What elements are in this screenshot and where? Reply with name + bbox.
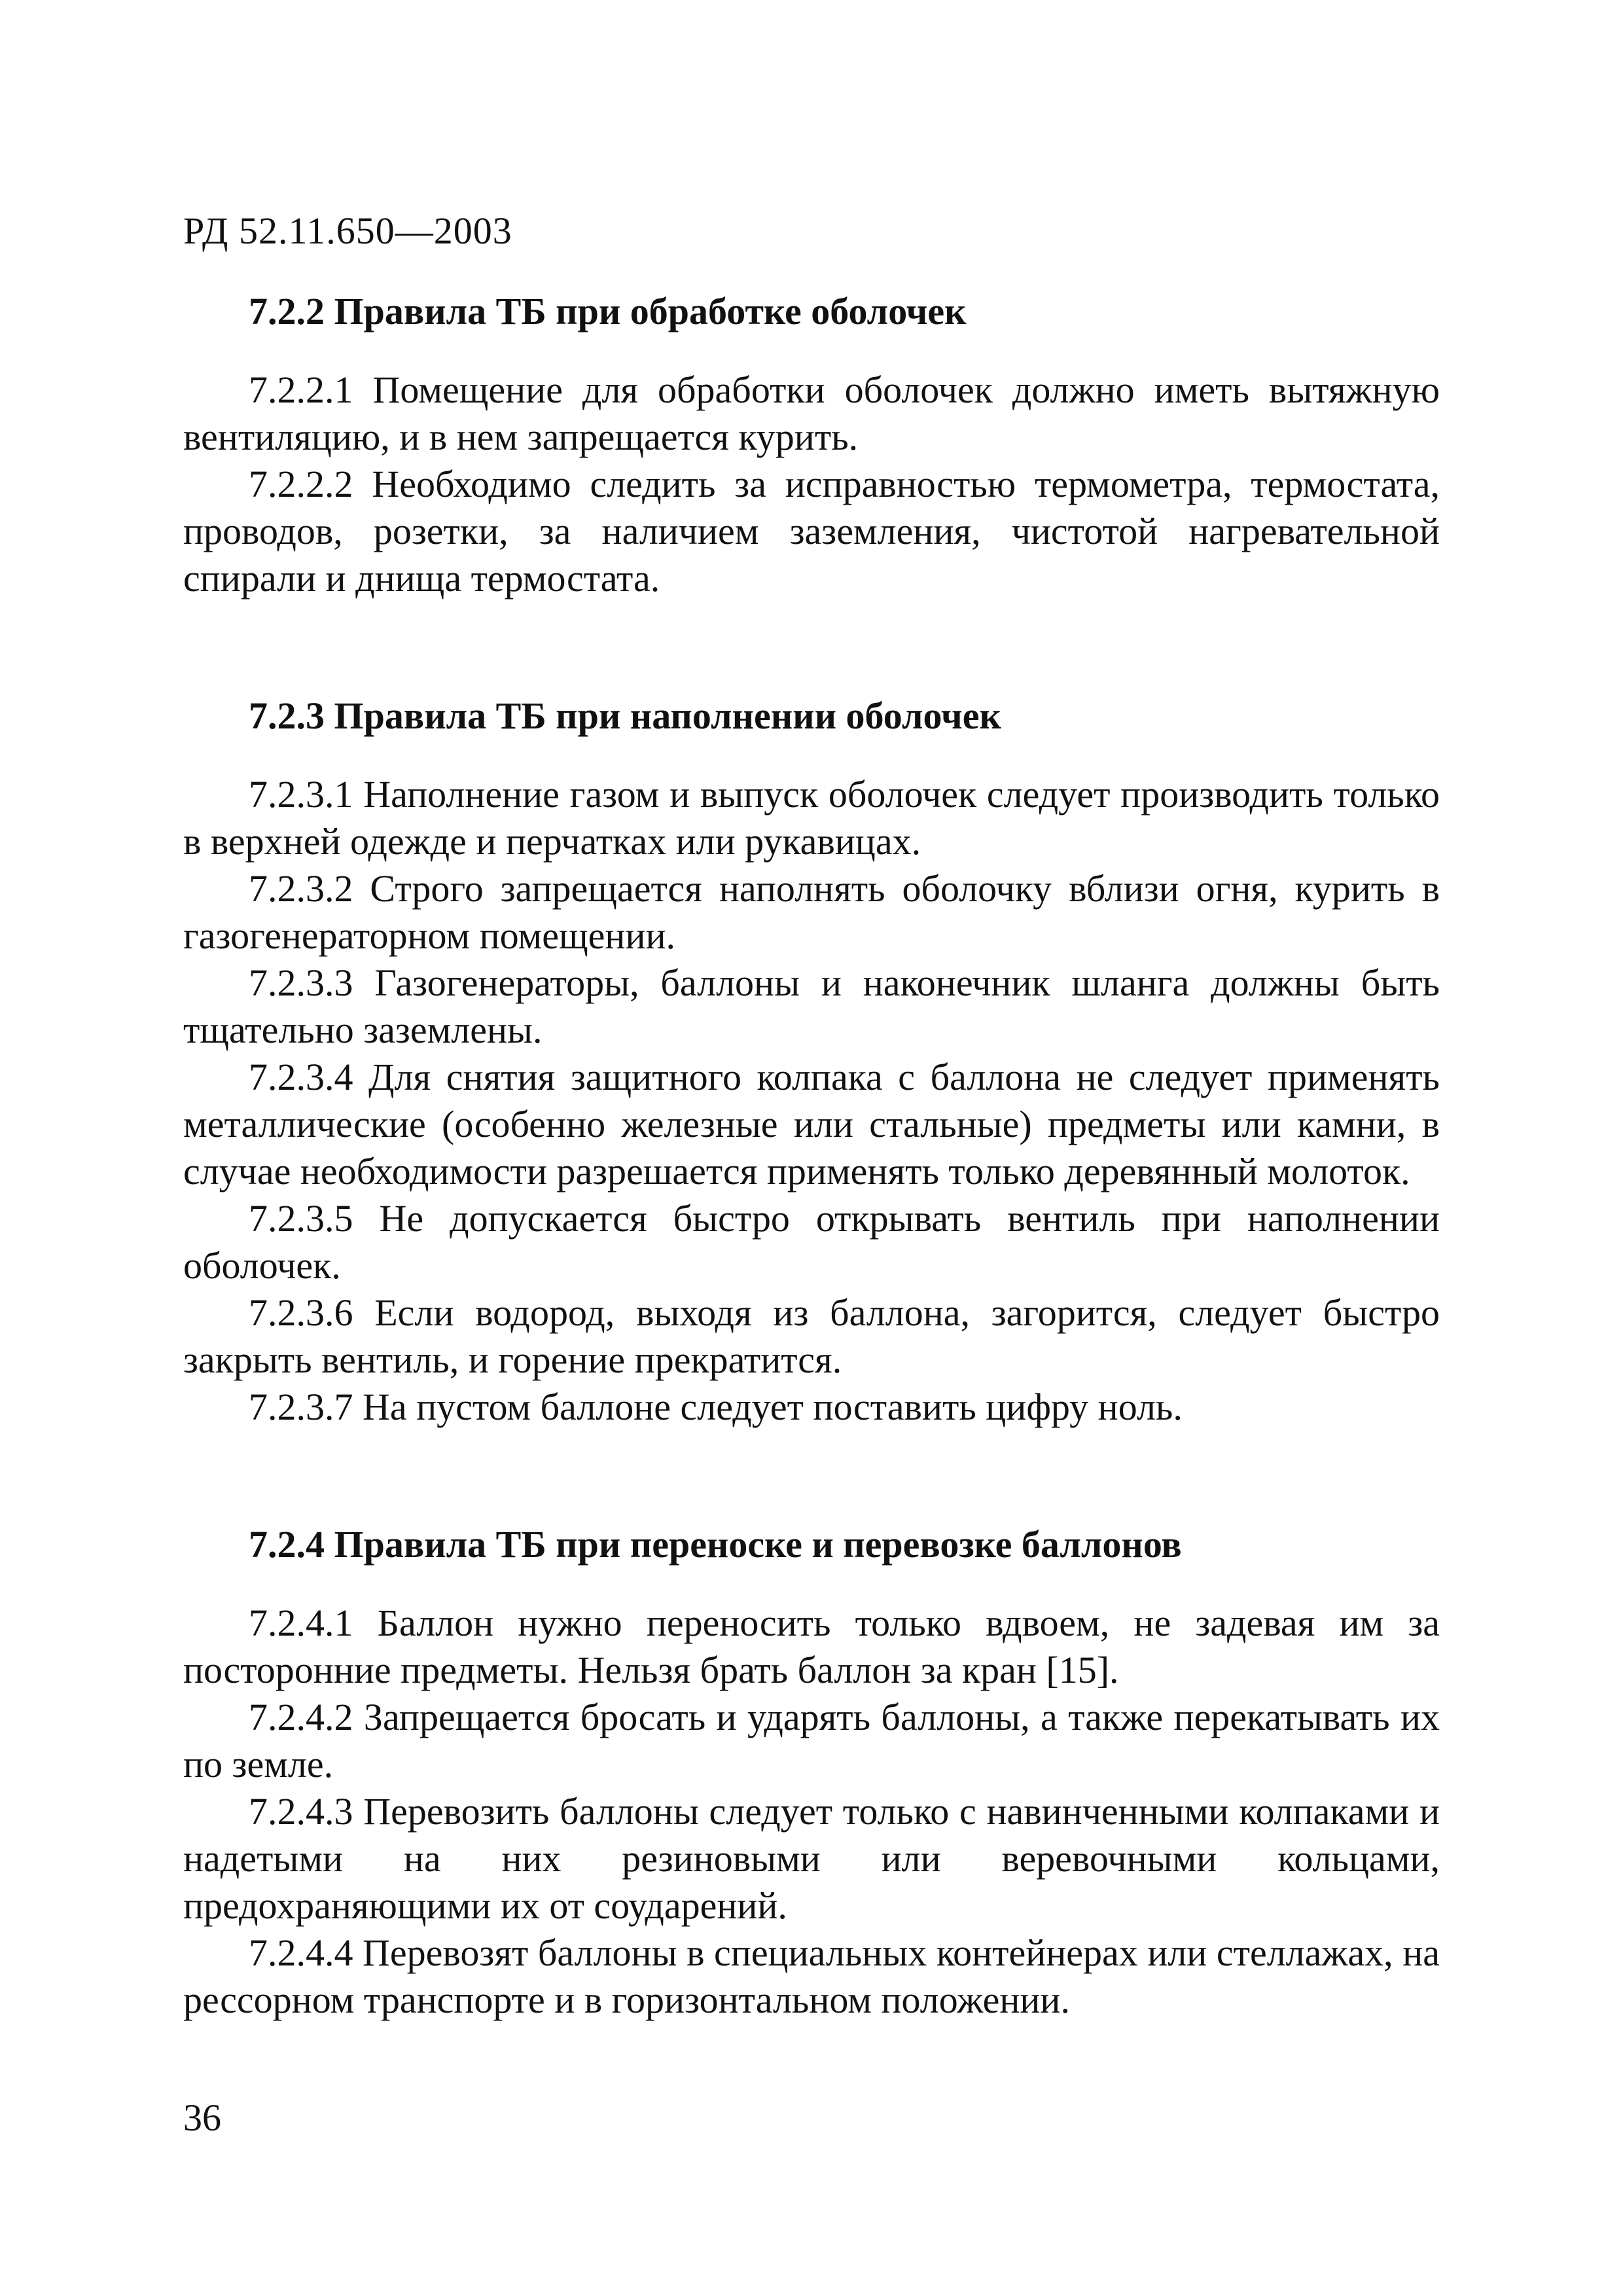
page-number: 36 <box>183 2096 221 2139</box>
paragraph: 7.2.4.2 Запрещается бросать и ударять баллоны, а также перекатывать их по земле. <box>183 1696 1440 1785</box>
section-7-2-3 <box>183 692 1440 1431</box>
paragraph: 7.2.2.1 Помещение для обработки оболочек должно иметь вытяжную вентиляцию, и в нем запрещается курить. <box>183 368 1440 458</box>
section-7-2-2 <box>183 288 1440 602</box>
section-7-2-4 <box>183 1521 1440 2024</box>
section-heading: 7.2.2 Правила ТБ при обработке оболочек <box>249 290 967 332</box>
document-code: РД 52.11.650—2003 <box>183 209 512 252</box>
section-heading: 7.2.3 Правила ТБ при наполнении оболочек <box>249 694 1001 737</box>
paragraph: 7.2.4.1 Баллон нужно переносить только вдвоем, не задевая им за посторонние предметы. Нельзя брать баллон за кран [15]. <box>183 1602 1440 1691</box>
paragraph: 7.2.3.7 На пустом баллоне следует поставить цифру ноль. <box>249 1386 1183 1428</box>
paragraph: 7.2.3.1 Наполнение газом и выпуск оболочек следует производить только в верхней одежде и перчатках или рукавицах. <box>183 773 1440 863</box>
section-heading: 7.2.4 Правила ТБ при переноске и перевозке баллонов <box>249 1523 1182 1566</box>
paragraph: 7.2.3.6 Если водород, выходя из баллона, загорится, следует быстро закрыть вентиль, и горение прекратится. <box>183 1291 1440 1381</box>
paragraph: 7.2.2.2 Необходимо следить за исправностью термометра, термостата, проводов, розетки, за наличием заземления, чистотой нагревательной спирали и днища термостата. <box>183 463 1440 600</box>
paragraph: 7.2.3.5 Не допускается быстро открывать вентиль при наполнении оболочек. <box>183 1197 1440 1287</box>
paragraph: 7.2.4.4 Перевозят баллоны в специальных контейнерах или стеллажах, на рессорном транспорте и в горизонтальном положении. <box>183 1931 1440 2021</box>
paragraph: 7.2.4.3 Перевозить баллоны следует только с навинченными колпаками и надетыми на них резиновыми или веревочными кольцами, предохраняющими их от соударений. <box>183 1790 1440 1927</box>
paragraph: 7.2.3.4 Для снятия защитного колпака с баллона не следует применять металлические (особенно железные или стальные) предметы или камни, в случае необходимости разрешается применять только деревянный молоток. <box>183 1056 1440 1193</box>
paragraph: 7.2.3.3 Газогенераторы, баллоны и наконечник шланга должны быть тщательно заземлены. <box>183 961 1440 1051</box>
document-body <box>183 288 1440 2024</box>
paragraph: 7.2.3.2 Строго запрещается наполнять оболочку вблизи огня, курить в газогенераторном помещении. <box>183 867 1440 957</box>
